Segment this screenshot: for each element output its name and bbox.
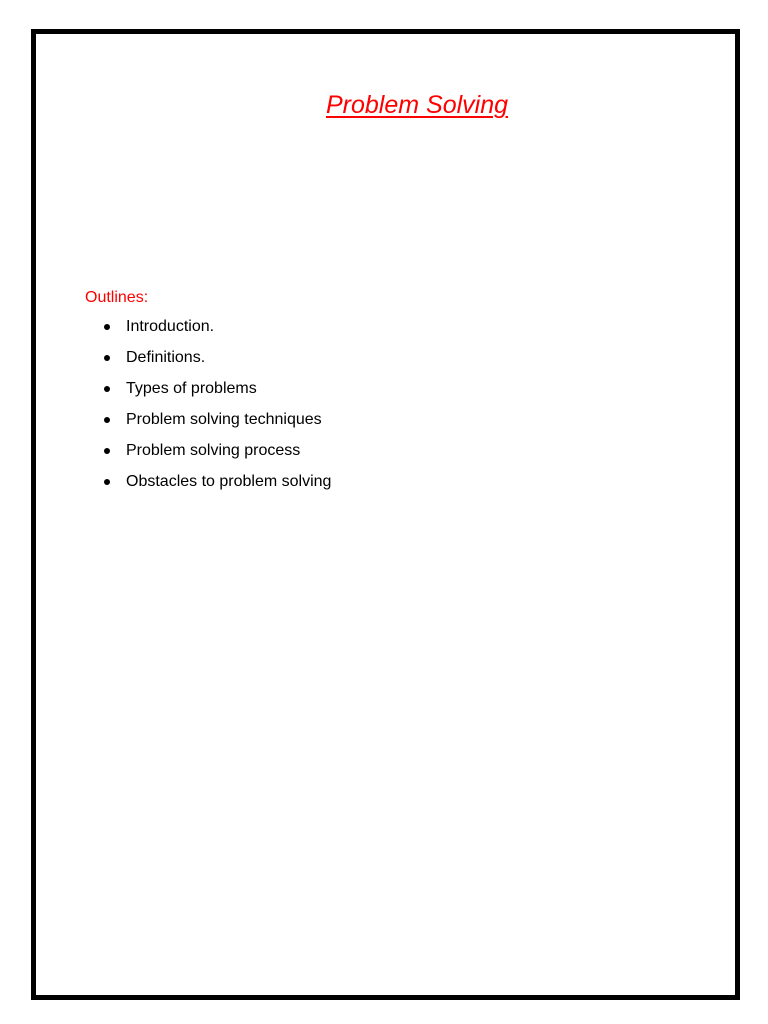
bullet-icon — [104, 479, 110, 485]
list-item — [102, 379, 331, 410]
list-item-label: Problem solving process — [126, 442, 301, 459]
page-title: Problem Solving — [326, 91, 509, 119]
bullet-icon — [104, 355, 110, 361]
list-item — [102, 441, 331, 472]
bullet-icon — [104, 417, 110, 423]
list-item-label: Obstacles to problem solving — [126, 473, 332, 490]
page-frame — [31, 29, 740, 1000]
outline-list — [102, 317, 331, 503]
list-item — [102, 348, 331, 379]
list-item-label: Problem solving techniques — [126, 411, 322, 428]
list-item — [102, 410, 331, 441]
list-item-label: Definitions. — [126, 349, 206, 366]
list-item — [102, 472, 331, 503]
bullet-icon — [104, 386, 110, 392]
list-item-label: Introduction. — [126, 318, 215, 335]
list-item — [102, 317, 331, 348]
outlines-heading: Outlines: — [85, 289, 149, 306]
list-item-label: Types of problems — [126, 380, 257, 397]
bullet-icon — [104, 324, 110, 330]
bullet-icon — [104, 448, 110, 454]
